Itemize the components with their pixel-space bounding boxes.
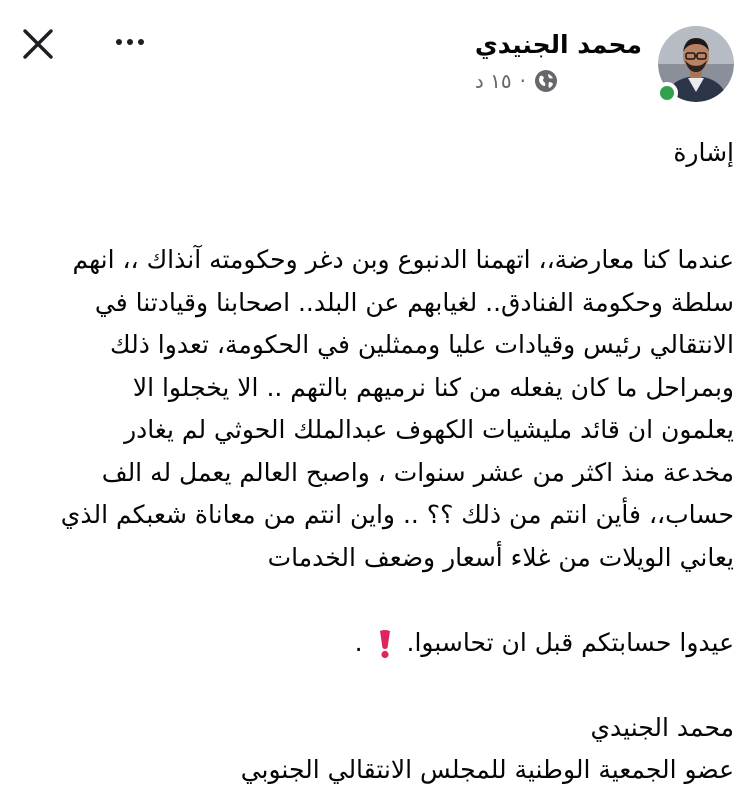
- post-line: الانتقالي رئيس وقيادات عليا وممثلين في الحكومة، تعدوا ذلك: [110, 330, 734, 359]
- post-tag-line: إشارة: [673, 138, 734, 167]
- closing-trail: .: [354, 627, 363, 657]
- post-line: عندما كنا معارضة،، اتهمنا الدنبوع وبن دغر وحكومته آنذاك ،، انهم: [72, 245, 734, 274]
- more-options-icon: [116, 39, 122, 45]
- spacer: [14, 664, 734, 707]
- more-options-dot: [138, 39, 144, 45]
- globe-icon[interactable]: [534, 69, 558, 93]
- closing-text: عيدوا حسابتكم قبل ان تحاسبوا.: [406, 627, 734, 657]
- post-timestamp[interactable]: ١٥ د: [474, 69, 512, 93]
- signature-name: محمد الجنيدي: [590, 712, 734, 742]
- author-avatar[interactable]: [658, 26, 734, 102]
- post-line: سلطة وحكومة الفنادق.. لغيابهم عن البلد.. اصحابنا وقيادتنا في: [94, 287, 734, 317]
- red-exclamation-icon: [377, 629, 393, 659]
- spacer: [14, 217, 734, 239]
- author-name[interactable]: محمد الجنيدي: [474, 30, 642, 59]
- more-options-dot: [127, 39, 133, 45]
- post-line: يعلمون ان قائد مليشيات الكهوف عبدالملك الحوثي لم يغادر: [124, 415, 734, 444]
- online-status-indicator: [656, 82, 678, 104]
- spacer: [14, 579, 734, 622]
- spacer: [14, 175, 734, 218]
- post-line: حساب،، فأين انتم من ذلك ؟؟ .. واين انتم من معاناة شعبكم الذي: [60, 500, 734, 529]
- post-line: مخدعة منذ اكثر من عشر سنوات ، واصبح العالم يعمل له الف: [101, 457, 734, 487]
- closing-line: [14, 622, 734, 665]
- post-body: [14, 132, 734, 792]
- post-line: يعاني الويلات من غلاء أسعار وضعف الخدمات: [267, 542, 734, 572]
- close-button[interactable]: [20, 26, 56, 62]
- close-icon: [20, 26, 56, 62]
- post-line: وبمراحل ما كان يفعله من كنا نرميهم بالتهم .. الا يخجلوا الا: [132, 372, 734, 402]
- post-header: [475, 30, 642, 93]
- meta-separator: ·: [519, 69, 526, 93]
- post-meta: [475, 69, 642, 93]
- signature-title: عضو الجمعية الوطنية للمجلس الانتقالي الجنوبي: [240, 755, 734, 784]
- more-options-button[interactable]: [108, 28, 152, 56]
